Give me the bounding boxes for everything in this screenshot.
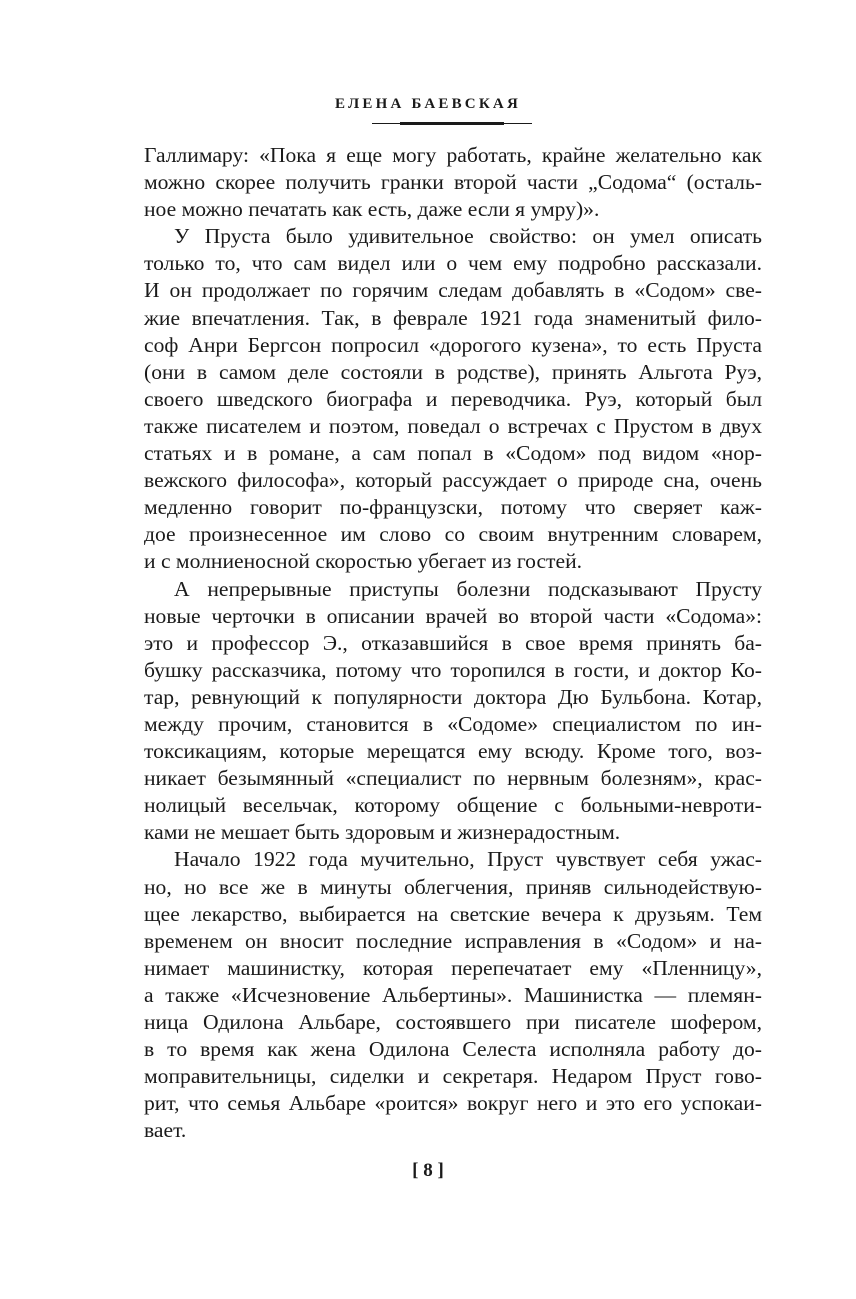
text-line: токсикациям, которые мерещатся ему всюду. Кроме того, воз- bbox=[144, 739, 762, 764]
text-line: статьях и в романе, а сам попал в «Содом» под видом «нор- bbox=[144, 441, 762, 466]
text-line: своего шведского биографа и переводчика. Руэ, который был bbox=[144, 386, 762, 411]
text-line: вежского философа», который рассуждает о природе сна, очень bbox=[144, 468, 762, 493]
text-line: бушку рассказчика, потому что торопился в гости, и доктор Ко- bbox=[144, 657, 762, 682]
text-line: но, но все же в минуты облегчения, приняв сильнодействую- bbox=[144, 874, 762, 899]
paragraph bbox=[144, 846, 762, 1144]
text-line: Начало 1922 года мучительно, Пруст чувствует себя ужас- bbox=[174, 847, 762, 872]
text-line: вает. bbox=[144, 1118, 187, 1143]
text-line: между прочим, становится в «Содоме» специалистом по ин- bbox=[144, 711, 762, 736]
text-line: ками не мешает быть здоровым и жизнерадостным. bbox=[144, 820, 621, 845]
text-line: нимает машинистку, которая перепечатает ему «Пленницу», bbox=[144, 955, 762, 980]
text-line: ница Одилона Альбаре, состоявшего при писателе шофером, bbox=[144, 1010, 762, 1034]
text-line: жие впечатления. Так, в феврале 1921 года знаменитый фило- bbox=[144, 305, 762, 330]
text-line: временем он вносит последние исправления в «Содом» и на- bbox=[144, 928, 762, 953]
text-line: в то время как жена Одилона Селеста исполняла работу до- bbox=[144, 1037, 762, 1062]
running-head-rule-accent bbox=[400, 122, 504, 125]
paragraph bbox=[144, 223, 762, 575]
page-number: [ 8 ] bbox=[412, 1160, 444, 1181]
running-head: ЕЛЕНА БАЕВСКАЯ bbox=[335, 96, 521, 112]
text-line: и с молниеносной скоростью убегает из гостей. bbox=[144, 549, 583, 574]
text-line: тар, ревнующий к популярности доктора Дю Бульбона. Котар, bbox=[144, 684, 762, 709]
text-line: ное можно печатать как есть, даже если я умру)». bbox=[144, 197, 600, 222]
text-line: это и профессор Э., отказавшийся в свое время принять ба- bbox=[144, 630, 762, 655]
text-line: только то, что сам видел или о чем ему подробно рассказали. bbox=[144, 251, 762, 276]
text-line: (они в самом деле состояли в родстве), принять Альгота Руэ, bbox=[144, 359, 762, 384]
text-line: У Пруста было удивительное свойство: он умел описать bbox=[174, 224, 762, 249]
text-line: соф Анри Бергсон попросил «дорогого кузена», то есть Пруста bbox=[144, 332, 762, 357]
text-line: моправительницы, сиделки и секретаря. Недаром Пруст гово- bbox=[144, 1064, 762, 1089]
text-line: И он продолжает по горячим следам добавлять в «Содом» све- bbox=[144, 278, 762, 303]
text-line: новые черточки в описании врачей во второй части «Содома»: bbox=[144, 603, 762, 628]
text-line: а также «Исчезновение Альбертины». Машинистка — племян- bbox=[144, 982, 762, 1007]
text-line: Галлимару: «Пока я еще могу работать, крайне желательно как bbox=[144, 143, 762, 167]
text-line: можно скорее получить гранки второй части „Содома“ (осталь- bbox=[144, 170, 762, 195]
paragraph bbox=[144, 576, 762, 847]
text-line: рит, что семья Альбаре «роится» вокруг него и это его успокаи- bbox=[144, 1091, 762, 1116]
text-line: щее лекарство, выбирается на светские вечера к друзьям. Тем bbox=[144, 901, 762, 926]
body-text bbox=[144, 142, 762, 1144]
text-line: дое произнесенное им слово со своим внутренним словарем, bbox=[144, 522, 762, 547]
paragraph bbox=[144, 142, 762, 223]
text-line: А непрерывные приступы болезни подсказывают Прусту bbox=[174, 576, 762, 601]
text-line: нолицый весельчак, которому общение с больными-невроти- bbox=[144, 793, 762, 818]
text-line: никает безымянный «специалист по нервным болезням», крас- bbox=[144, 766, 762, 791]
text-line: также писателем и поэтом, поведал о встречах с Прустом в двух bbox=[144, 413, 762, 438]
text-line: медленно говорит по-французски, потому что сверяет каж- bbox=[144, 495, 762, 520]
